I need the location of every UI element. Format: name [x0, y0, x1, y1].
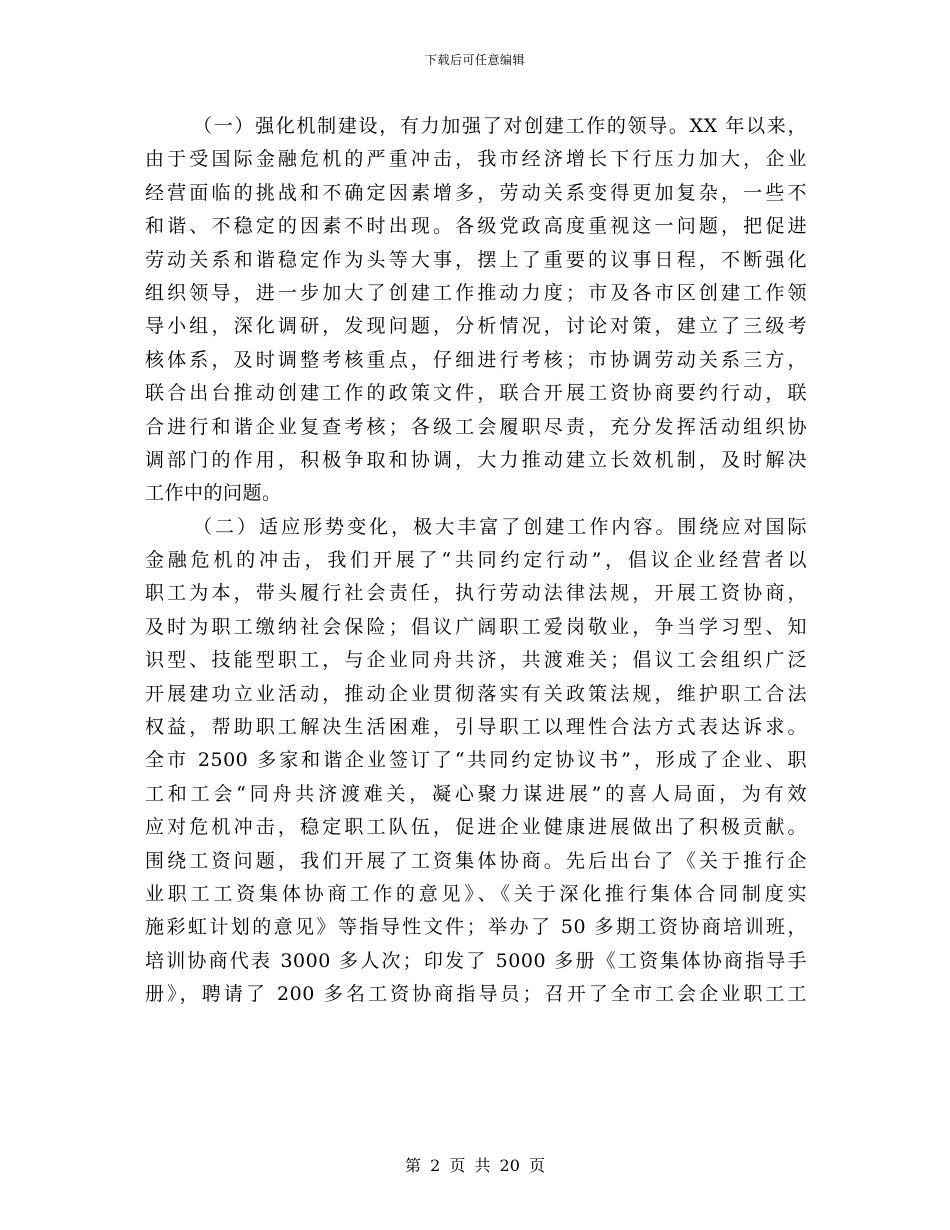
- text-line: 权益，帮助职工解决生活困难，引导职工以理性合法方式表达诉求。: [145, 716, 807, 739]
- text-line: 应对危机冲击，稳定职工队伍，促进企业健康进展做出了积极贡献。: [145, 816, 807, 839]
- text-line: 全市 2500 多家和谐企业签订了“共同约定协议书”，形成了企业、职: [145, 749, 807, 772]
- text-line: 导小组，深化调研，发现问题，分析情况，讨论对策，建立了三级考: [145, 315, 807, 338]
- text-line: 围绕工资问题，我们开展了工资集体协商。先后出台了《关于推行企: [145, 849, 807, 872]
- text-line: 合进行和谐企业复查考核；各级工会履职尽责，充分发挥活动组织协: [145, 415, 807, 438]
- text-line: 工作中的问题。: [145, 482, 282, 505]
- text-line: 工和工会“同舟共济渡难关，凝心聚力谋进展”的喜人局面，为有效: [145, 782, 807, 805]
- text-line: 职工为本，带头履行社会责任，执行劳动法律法规，开展工资协商，: [145, 582, 807, 605]
- paragraph-first-line: （一）强化机制建设，有力加强了对创建工作的领导。XX 年以来，: [193, 115, 807, 137]
- text-line: 及时为职工缴纳社会保险；倡议广阔职工爱岗敬业，争当学习型、知: [145, 615, 807, 638]
- text-line: 金融危机的冲击，我们开展了“共同约定行动”，倡议企业经营者以: [145, 549, 807, 572]
- text-line: 由于受国际金融危机的严重冲击，我市经济增长下行压力加大，企业: [145, 148, 807, 171]
- text-line: 调部门的作用，积极争取和协调，大力推动建立长效机制，及时解决: [145, 448, 807, 471]
- text-line: 劳动关系和谐稳定作为头等大事，摆上了重要的议事日程，不断强化: [145, 248, 807, 271]
- text-line: 培训协商代表 3000 多人次；印发了 5000 多册《工资集体协商指导手: [145, 949, 807, 972]
- page-header: 下载后可任意编辑: [424, 53, 525, 67]
- text-line: 施彩虹计划的意见》等指导性文件；举办了 50 多期工资协商培训班，: [145, 916, 807, 939]
- text-line: 和谐、不稳定的因素不时出现。各级党政高度重视这一问题，把促进: [145, 215, 807, 238]
- page-footer: 第 2 页 共 20 页: [405, 1156, 545, 1175]
- text-line: 核体系，及时调整考核重点，仔细进行考核；市协调劳动关系三方，: [145, 348, 807, 371]
- text-line: 组织领导，进一步加大了创建工作推动力度；市及各市区创建工作领: [145, 281, 807, 304]
- text-line: 识型、技能型职工，与企业同舟共济，共渡难关；倡议工会组织广泛: [145, 649, 807, 672]
- text-line: 联合出台推动创建工作的政策文件，联合开展工资协商要约行动，联: [145, 382, 807, 405]
- document-body: [145, 110, 807, 1012]
- text-line: 经营面临的挑战和不确定因素增多，劳动关系变得更加复杂，一些不: [145, 181, 807, 204]
- text-line: 业职工工资集体协商工作的意见》、《关于深化推行集体合同制度实: [145, 882, 807, 905]
- text-line: 开展建功立业活动，推动企业贯彻落实有关政策法规，维护职工合法: [145, 682, 807, 705]
- paragraph-first-line: （二）适应形势变化，极大丰富了创建工作内容。围绕应对国际: [193, 515, 807, 538]
- text-line: 册》，聘请了 200 多名工资协商指导员；召开了全市工会企业职工工: [145, 983, 807, 1006]
